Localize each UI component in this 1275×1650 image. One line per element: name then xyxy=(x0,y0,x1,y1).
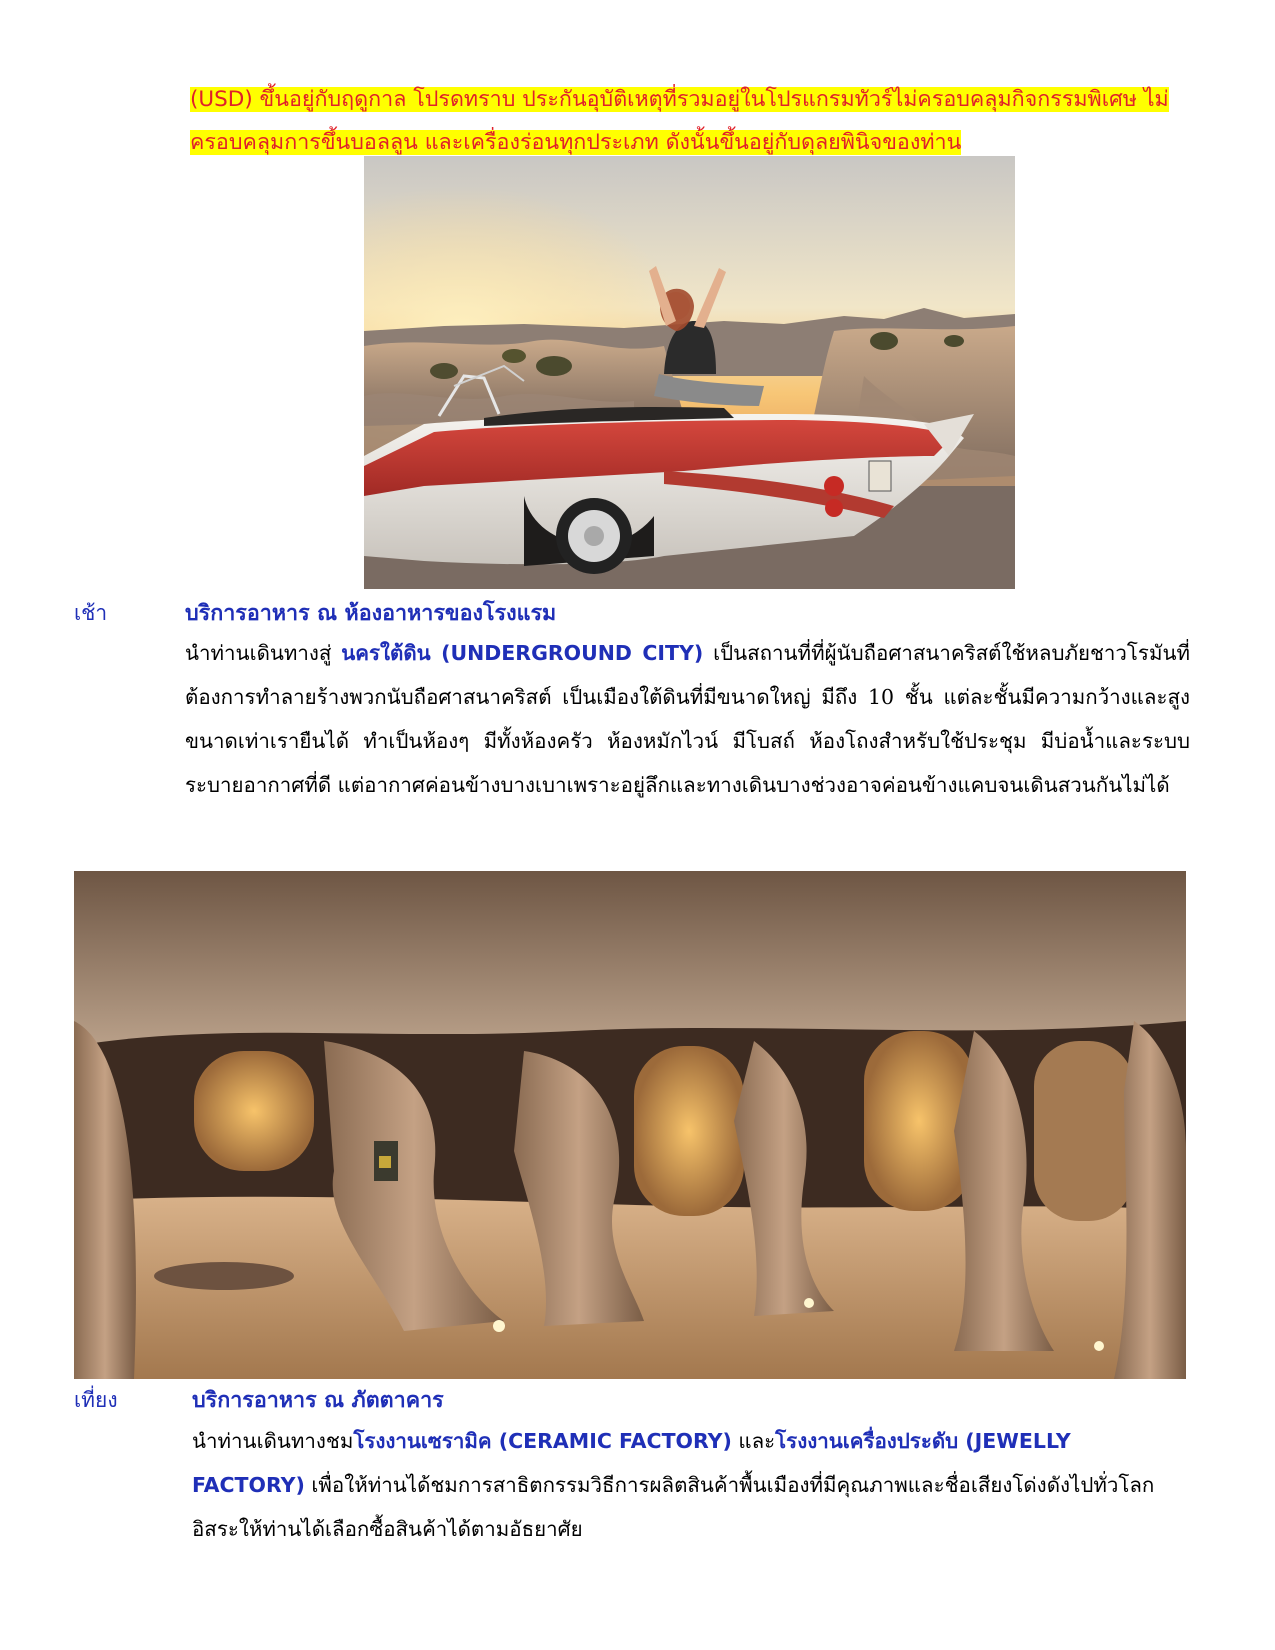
paragraph-factories xyxy=(192,1419,1190,1551)
description-text: เป็นสถานที่ที่ผู้นับถือศาสนาคริสต์ใช้หลบภัยชาวโรมันที่ต้องการทำลายร้างพวกนับถือศาสนาคริสต์ เป็นเมืองใต้ดินที่มีขนาดใหญ่ มีถึง 10 ชั้น แต่ละชั้นมีความกว้างและสูงขนาดเท่าเรายืนได้ ทำเป็นห้องๆ มีทั้งห้องครัว ห้องหมักไวน์ มีโบสถ์ ห้องโถงสำหรับใช้ประชุม มีบ่อน้ำและระบบระบายอากาศที่ดี แต่อากาศค่อนข้างบางเบาเพราะอยู่ลึกและทางเดินบางช่วงอาจค่อนข้างแคบจนเดินสวนกันไม่ได้ xyxy=(185,641,1190,797)
place-underground-city: นครใต้ดิน (UNDERGROUND CITY) xyxy=(341,641,704,665)
intro-text: นำท่านเดินทางชม xyxy=(192,1429,354,1453)
time-label-morning: เช้า xyxy=(74,601,108,625)
note-text: (USD) ขึ้นอยู่กับฤดูกาล โปรดทราบ ประกันอุบัติเหตุที่รวมอยู่ในโปรแกรมทัวร์ไม่ครอบคลุมกิจกรรมพิเศษ ไม่ครอบคลุมการขึ้นบอลลูน และเครื่องร่อนทุกประเภท ดังนั้นขึ้นอยู่กับดุลยพินิจของท่าน xyxy=(190,87,1169,155)
heading-breakfast: บริการอาหาร ณ ห้องอาหารของโรงแรม xyxy=(185,601,557,626)
place-ceramic-factory: โรงงานเซรามิค (CERAMIC FACTORY) xyxy=(353,1429,732,1453)
underground-city-photo xyxy=(74,871,1186,1379)
connector-text: และ xyxy=(731,1429,776,1453)
paragraph-underground-city xyxy=(185,631,1190,807)
time-label-noon: เที่ยง xyxy=(74,1388,118,1412)
intro-text: นำท่านเดินทางสู่ xyxy=(185,641,342,665)
highlighted-note xyxy=(190,78,1195,164)
convertible-sunset-photo xyxy=(364,156,1015,589)
heading-lunch: บริการอาหาร ณ ภัตตาคาร xyxy=(192,1388,444,1413)
place-jewelry-factory: โรงงานเครื่องประดับ (JEWELLY FACTORY) xyxy=(192,1429,1071,1497)
description-text: เพื่อให้ท่านได้ชมการสาธิตกรรมวิธีการผลิตสินค้าพื้นเมืองที่มีคุณภาพและชื่อเสียงโด่งดังไปทั่วโลก อิสระให้ท่านได้เลือกซื้อสินค้าได้ตามอัธยาศัย xyxy=(192,1473,1155,1541)
